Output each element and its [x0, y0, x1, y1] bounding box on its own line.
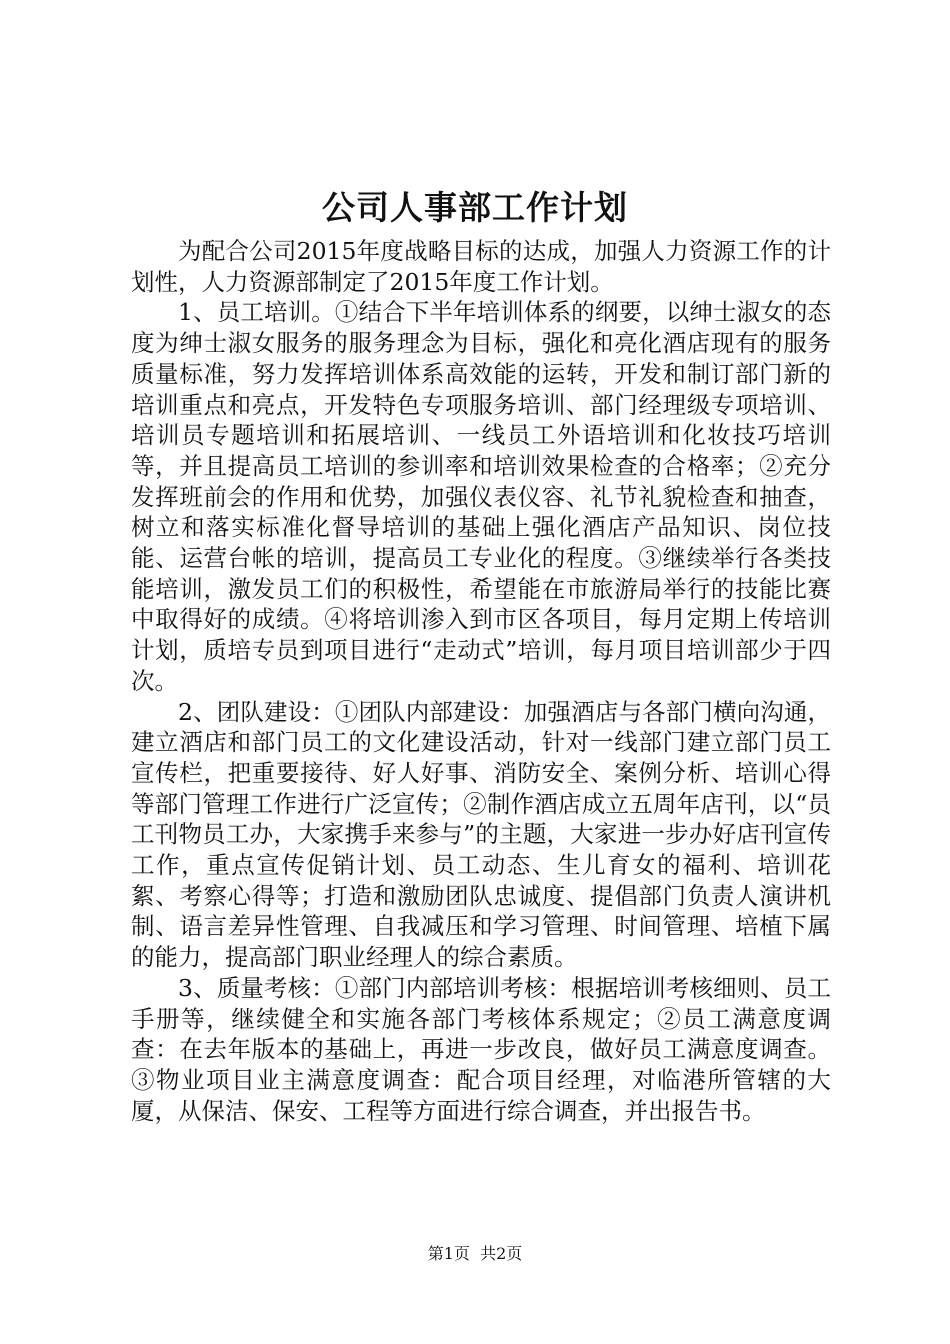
paragraph-intro: 为配合公司2015年度战略目标的达成，加强人力资源工作的计划性，人力资源部制定了2015年度工作计划。	[131, 237, 831, 296]
page-number-current: 第1页	[427, 1244, 470, 1263]
document-title: 公司人事部工作计划	[322, 188, 628, 227]
footer-separator	[470, 1244, 480, 1263]
paragraph-staff-training: 1、员工培训。①结合下半年培训体系的纲要，以绅士淑女的态度为绅士淑女服务的服务理念为目标，强化和亮化酒店现有的服务质量标准，努力发挥培训体系高效能的运转，开发和制订部门新的培训重点和亮点，开发特色专项服务培训、部门经理级专项培训、培训员专题培训和拓展培训、一线员工外语培训和化妆技巧培训等，并且提高员工培训的参训率和培训效果检查的合格率；②充分发挥班前会的作用和优势，加强仪表仪容、礼节礼貌检查和抽查，树立和落实标准化督导培训的基础上强化酒店产品知识、岗位技能、运营台帐的培训，提高员工专业化的程度。③继续举行各类技能培训，激发员工们的积极性，希望能在市旅游局举行的技能比赛中取得好的成绩。④将培训渗入到市区各项目，每月定期上传培训计划，质培专员到项目进行“走动式”培训，每月项目培训部少于四次。	[131, 298, 831, 695]
page-number-total: 共2页	[480, 1244, 523, 1263]
paragraph-team-building: 2、团队建设：①团队内部建设：加强酒店与各部门横向沟通，建立酒店和部门员工的文化建设活动，针对一线部门建立部门员工宣传栏，把重要接待、好人好事、消防安全、案例分析、培训心得等部门管理工作进行广泛宣传；②制作酒店成立五周年店刊，以“员工刊物员工办，大家携手来参与”的主题，大家进一步办好店刊宣传工作，重点宣传促销计划、员工动态、生儿育女的福利、培训花絮、考察心得等；打造和激励团队忠诚度、提倡部门负责人演讲机制、语言差异性管理、自我减压和学习管理、时间管理、培植下属的能力，提高部门职业经理人的综合素质。	[131, 697, 831, 972]
page-footer	[0, 1243, 950, 1265]
paragraph-quality-assessment: 3、质量考核：①部门内部培训考核：根据培训考核细则、员工手册等，继续健全和实施各部门考核体系规定；②员工满意度调查：在去年版本的基础上，再进一步改良，做好员工满意度调查。③物业项目业主满意度调查：配合项目经理，对临港所管辖的大厦，从保洁、保安、工程等方面进行综合调查，并出报告书。	[131, 973, 831, 1125]
document-body	[131, 236, 831, 1126]
